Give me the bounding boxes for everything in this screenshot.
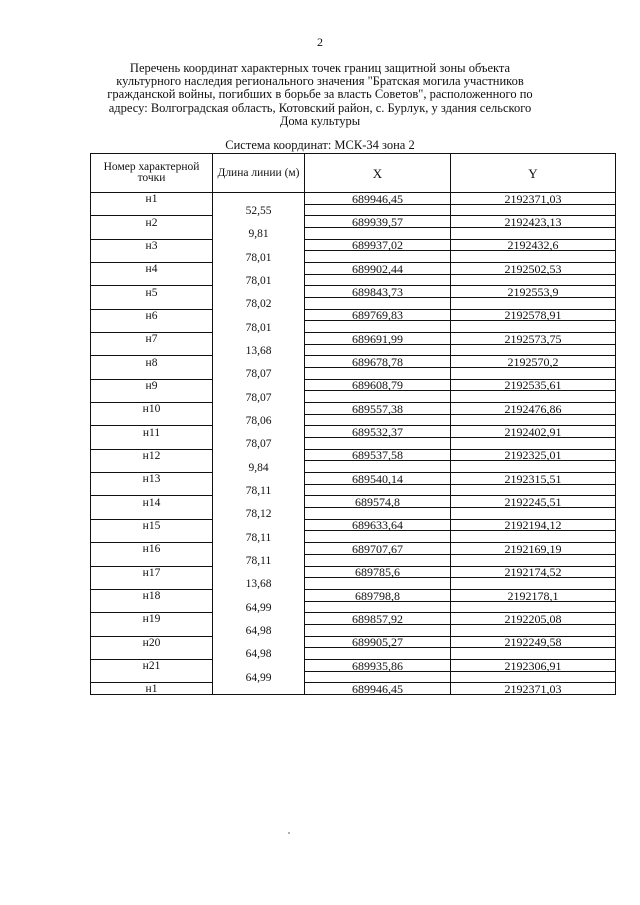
line-length-cell: 64,99 bbox=[213, 671, 305, 683]
table-row-point bbox=[91, 543, 616, 555]
point-number-cell: н14 bbox=[91, 496, 213, 508]
table-row-point bbox=[91, 473, 616, 485]
empty-length-cell bbox=[213, 659, 305, 671]
coordinate-system-caption: Система координат: МСК-34 зона 2 bbox=[225, 138, 415, 152]
table-row-point bbox=[91, 426, 616, 438]
point-number-cell: н13 bbox=[91, 473, 213, 485]
empty-y-cell bbox=[451, 461, 616, 473]
point-number-cell: н10 bbox=[91, 403, 213, 415]
empty-length-cell bbox=[213, 379, 305, 391]
x-coordinate-cell: 689678,78 bbox=[305, 356, 451, 368]
point-number-cell: н1 bbox=[91, 683, 213, 695]
empty-length-cell bbox=[213, 519, 305, 531]
empty-number-cell bbox=[91, 321, 213, 333]
empty-length-cell bbox=[213, 426, 305, 438]
point-number-cell: н20 bbox=[91, 636, 213, 648]
empty-length-cell bbox=[213, 683, 305, 695]
y-coordinate-cell: 2192535,61 bbox=[451, 379, 616, 391]
page-number: 2 bbox=[317, 35, 323, 49]
empty-number-cell bbox=[91, 274, 213, 286]
line-length-cell: 78,11 bbox=[213, 531, 305, 543]
point-number-cell: н4 bbox=[91, 263, 213, 275]
empty-length-cell bbox=[213, 286, 305, 298]
table-row-length bbox=[91, 321, 616, 333]
table-row-length bbox=[91, 648, 616, 660]
empty-length-cell bbox=[213, 543, 305, 555]
line-length-cell: 78,02 bbox=[213, 298, 305, 310]
header-y: Y bbox=[451, 154, 616, 193]
empty-length-cell bbox=[213, 239, 305, 251]
empty-number-cell bbox=[91, 414, 213, 426]
coordinates-table bbox=[90, 153, 616, 695]
table-row-length bbox=[91, 578, 616, 590]
header-point-number: Номер характерной точки bbox=[91, 154, 213, 193]
empty-number-cell bbox=[91, 578, 213, 590]
empty-length-cell bbox=[213, 449, 305, 461]
empty-number-cell bbox=[91, 228, 213, 240]
table-row-point bbox=[91, 613, 616, 625]
line-length-cell: 78,12 bbox=[213, 508, 305, 520]
empty-number-cell bbox=[91, 344, 213, 356]
scan-speck bbox=[288, 832, 290, 834]
point-number-cell: н1 bbox=[91, 193, 213, 205]
line-length-cell: 13,68 bbox=[213, 344, 305, 356]
table-row-point bbox=[91, 496, 616, 508]
table-row-point bbox=[91, 683, 616, 695]
table-row-point bbox=[91, 263, 616, 275]
x-coordinate-cell: 689857,92 bbox=[305, 613, 451, 625]
empty-length-cell bbox=[213, 356, 305, 368]
empty-number-cell bbox=[91, 554, 213, 566]
empty-length-cell bbox=[213, 589, 305, 601]
y-coordinate-cell: 2192245,51 bbox=[451, 496, 616, 508]
point-number-cell: н17 bbox=[91, 566, 213, 578]
table-row-length bbox=[91, 391, 616, 403]
point-number-cell: н8 bbox=[91, 356, 213, 368]
empty-y-cell bbox=[451, 531, 616, 543]
table-row-point bbox=[91, 449, 616, 461]
empty-y-cell bbox=[451, 321, 616, 333]
y-coordinate-cell: 2192249,58 bbox=[451, 636, 616, 648]
table-row-point bbox=[91, 333, 616, 345]
empty-x-cell bbox=[305, 321, 451, 333]
empty-number-cell bbox=[91, 251, 213, 263]
x-coordinate-cell: 689608,79 bbox=[305, 379, 451, 391]
line-length-cell: 78,07 bbox=[213, 368, 305, 380]
table-row-point bbox=[91, 239, 616, 251]
empty-length-cell bbox=[213, 333, 305, 345]
x-coordinate-cell: 689902,44 bbox=[305, 263, 451, 275]
y-coordinate-cell: 2192325,01 bbox=[451, 449, 616, 461]
point-number-cell: н12 bbox=[91, 449, 213, 461]
x-coordinate-cell: 689939,57 bbox=[305, 216, 451, 228]
table-row-length bbox=[91, 461, 616, 473]
y-coordinate-cell: 2192205,08 bbox=[451, 613, 616, 625]
x-coordinate-cell: 689769,83 bbox=[305, 309, 451, 321]
empty-x-cell bbox=[305, 648, 451, 660]
empty-number-cell bbox=[91, 204, 213, 216]
point-number-cell: н16 bbox=[91, 543, 213, 555]
x-coordinate-cell: 689935,86 bbox=[305, 659, 451, 671]
table-row-point bbox=[91, 403, 616, 415]
table-row-point bbox=[91, 216, 616, 228]
y-coordinate-cell: 2192169,19 bbox=[451, 543, 616, 555]
empty-number-cell bbox=[91, 531, 213, 543]
point-number-cell: н21 bbox=[91, 659, 213, 671]
point-number-cell: н5 bbox=[91, 286, 213, 298]
empty-x-cell bbox=[305, 531, 451, 543]
empty-x-cell bbox=[305, 671, 451, 683]
empty-x-cell bbox=[305, 461, 451, 473]
empty-number-cell bbox=[91, 391, 213, 403]
empty-number-cell bbox=[91, 671, 213, 683]
y-coordinate-cell: 2192573,75 bbox=[451, 333, 616, 345]
empty-length-cell bbox=[213, 566, 305, 578]
line-length-cell: 78,06 bbox=[213, 414, 305, 426]
y-coordinate-cell: 2192194,12 bbox=[451, 519, 616, 531]
line-length-cell: 78,11 bbox=[213, 554, 305, 566]
empty-number-cell bbox=[91, 461, 213, 473]
empty-number-cell bbox=[91, 484, 213, 496]
table-row-point bbox=[91, 193, 616, 205]
x-coordinate-cell: 689946,45 bbox=[305, 193, 451, 205]
table-row-point bbox=[91, 379, 616, 391]
empty-number-cell bbox=[91, 624, 213, 636]
line-length-cell: 52,55 bbox=[213, 204, 305, 216]
y-coordinate-cell: 2192371,03 bbox=[451, 193, 616, 205]
table-row-length bbox=[91, 671, 616, 683]
empty-length-cell bbox=[213, 613, 305, 625]
y-coordinate-cell: 2192432,6 bbox=[451, 239, 616, 251]
line-length-cell: 78,07 bbox=[213, 438, 305, 450]
empty-number-cell bbox=[91, 601, 213, 613]
empty-number-cell bbox=[91, 368, 213, 380]
line-length-cell: 78,07 bbox=[213, 391, 305, 403]
table-row-point bbox=[91, 566, 616, 578]
line-length-cell: 9,81 bbox=[213, 228, 305, 240]
header-line-length: Длина линии (м) bbox=[213, 154, 305, 193]
empty-y-cell bbox=[451, 391, 616, 403]
x-coordinate-cell: 689532,37 bbox=[305, 426, 451, 438]
x-coordinate-cell: 689540,14 bbox=[305, 473, 451, 485]
empty-length-cell bbox=[213, 403, 305, 415]
line-length-cell: 78,01 bbox=[213, 274, 305, 286]
empty-length-cell bbox=[213, 496, 305, 508]
y-coordinate-cell: 2192402,91 bbox=[451, 426, 616, 438]
table-row-point bbox=[91, 636, 616, 648]
empty-x-cell bbox=[305, 601, 451, 613]
y-coordinate-cell: 2192578,91 bbox=[451, 309, 616, 321]
line-length-cell: 64,99 bbox=[213, 601, 305, 613]
x-coordinate-cell: 689798,8 bbox=[305, 589, 451, 601]
table-header-row bbox=[91, 154, 616, 193]
empty-number-cell bbox=[91, 298, 213, 310]
line-length-cell: 64,98 bbox=[213, 624, 305, 636]
empty-length-cell bbox=[213, 263, 305, 275]
table-row-point bbox=[91, 589, 616, 601]
point-number-cell: н3 bbox=[91, 239, 213, 251]
y-coordinate-cell: 2192178,1 bbox=[451, 589, 616, 601]
empty-length-cell bbox=[213, 636, 305, 648]
y-coordinate-cell: 2192174,52 bbox=[451, 566, 616, 578]
empty-length-cell bbox=[213, 216, 305, 228]
x-coordinate-cell: 689707,67 bbox=[305, 543, 451, 555]
point-number-cell: н6 bbox=[91, 309, 213, 321]
x-coordinate-cell: 689574,8 bbox=[305, 496, 451, 508]
point-number-cell: н15 bbox=[91, 519, 213, 531]
table-row-length bbox=[91, 601, 616, 613]
empty-y-cell bbox=[451, 671, 616, 683]
point-number-cell: н18 bbox=[91, 589, 213, 601]
empty-y-cell bbox=[451, 251, 616, 263]
x-coordinate-cell: 689633,64 bbox=[305, 519, 451, 531]
line-length-cell: 64,98 bbox=[213, 648, 305, 660]
document-title: Перечень координат характерных точек границ защитной зоны объекта культурного наследия регионального значения "Братская могила участников гражданской войны, погибших в борьбе за власть Советов", расположенного по адресу: Волгоградская область, Котовский район, с. Бурлук, у здания сельского Дома культуры bbox=[107, 61, 533, 128]
table-row-point bbox=[91, 519, 616, 531]
x-coordinate-cell: 689937,02 bbox=[305, 239, 451, 251]
empty-x-cell bbox=[305, 391, 451, 403]
empty-number-cell bbox=[91, 648, 213, 660]
point-number-cell: н7 bbox=[91, 333, 213, 345]
header-x: X bbox=[305, 154, 451, 193]
table-row-point bbox=[91, 356, 616, 368]
x-coordinate-cell: 689905,27 bbox=[305, 636, 451, 648]
line-length-cell: 13,68 bbox=[213, 578, 305, 590]
empty-y-cell bbox=[451, 648, 616, 660]
empty-y-cell bbox=[451, 578, 616, 590]
y-coordinate-cell: 2192371,03 bbox=[451, 683, 616, 695]
line-length-cell: 78,11 bbox=[213, 484, 305, 496]
y-coordinate-cell: 2192553,9 bbox=[451, 286, 616, 298]
x-coordinate-cell: 689557,38 bbox=[305, 403, 451, 415]
y-coordinate-cell: 2192423,13 bbox=[451, 216, 616, 228]
empty-length-cell bbox=[213, 193, 305, 205]
line-length-cell: 78,01 bbox=[213, 321, 305, 333]
table-row-length bbox=[91, 251, 616, 263]
x-coordinate-cell: 689946,45 bbox=[305, 683, 451, 695]
table-row-length bbox=[91, 531, 616, 543]
table-row-point bbox=[91, 659, 616, 671]
y-coordinate-cell: 2192476,86 bbox=[451, 403, 616, 415]
x-coordinate-cell: 689691,99 bbox=[305, 333, 451, 345]
empty-x-cell bbox=[305, 251, 451, 263]
line-length-cell: 9,84 bbox=[213, 461, 305, 473]
empty-number-cell bbox=[91, 438, 213, 450]
x-coordinate-cell: 689785,6 bbox=[305, 566, 451, 578]
empty-length-cell bbox=[213, 309, 305, 321]
point-number-cell: н19 bbox=[91, 613, 213, 625]
table-row-point bbox=[91, 309, 616, 321]
y-coordinate-cell: 2192502,53 bbox=[451, 263, 616, 275]
y-coordinate-cell: 2192315,51 bbox=[451, 473, 616, 485]
point-number-cell: н9 bbox=[91, 379, 213, 391]
y-coordinate-cell: 2192570,2 bbox=[451, 356, 616, 368]
point-number-cell: н11 bbox=[91, 426, 213, 438]
coordinates-table-body bbox=[91, 193, 616, 695]
empty-x-cell bbox=[305, 578, 451, 590]
y-coordinate-cell: 2192306,91 bbox=[451, 659, 616, 671]
empty-number-cell bbox=[91, 508, 213, 520]
x-coordinate-cell: 689537,58 bbox=[305, 449, 451, 461]
x-coordinate-cell: 689843,73 bbox=[305, 286, 451, 298]
empty-length-cell bbox=[213, 473, 305, 485]
line-length-cell: 78,01 bbox=[213, 251, 305, 263]
table-row-point bbox=[91, 286, 616, 298]
empty-y-cell bbox=[451, 601, 616, 613]
point-number-cell: н2 bbox=[91, 216, 213, 228]
